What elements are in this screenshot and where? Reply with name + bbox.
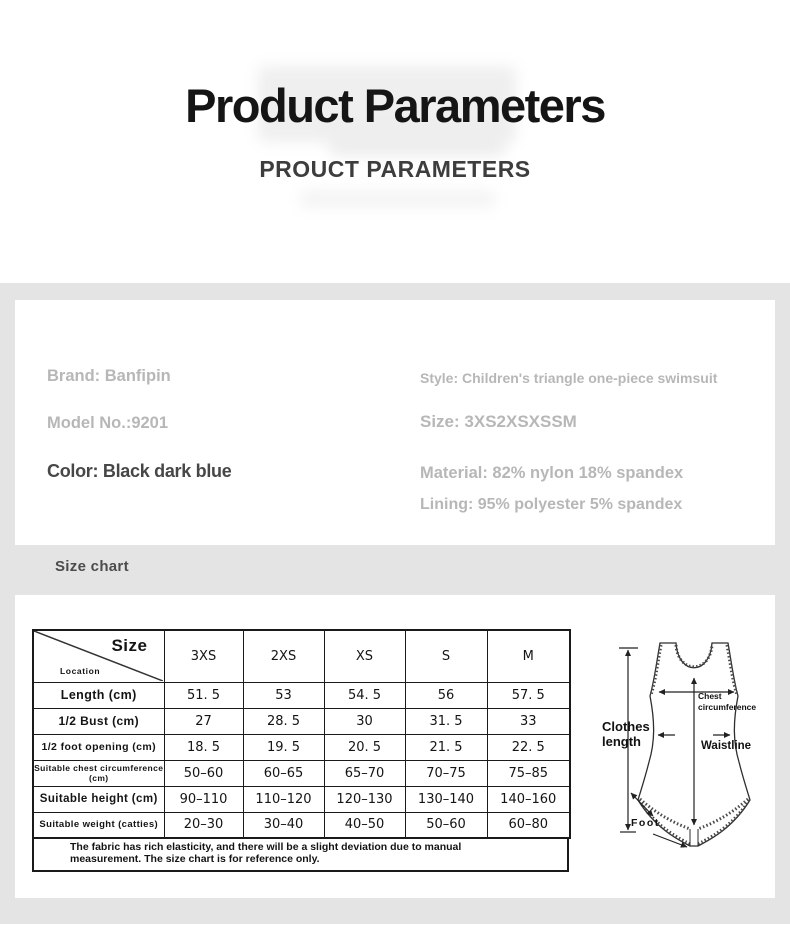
size-value: 28. 5 <box>243 708 324 734</box>
info-lining: Lining: 95% polyester 5% spandex <box>420 496 683 513</box>
page-title: Product Parameters <box>185 79 605 132</box>
info-model: Model No.:9201 <box>47 414 169 432</box>
size-value: 50–60 <box>164 760 243 786</box>
info-color: Color: Black dark blue <box>47 461 232 481</box>
size-value: 53 <box>243 682 324 708</box>
size-value: 22. 5 <box>487 734 570 760</box>
row-label: 1/2 Bust (cm) <box>33 708 164 734</box>
size-col-header: XS <box>324 630 405 682</box>
size-value: 54. 5 <box>324 682 405 708</box>
corner-location-label: Location <box>60 665 101 676</box>
product-info-card <box>15 300 775 545</box>
size-value: 31. 5 <box>405 708 487 734</box>
size-col-header: M <box>487 630 570 682</box>
table-row <box>33 682 570 708</box>
size-chart-card <box>15 595 775 898</box>
row-label: 1/2 foot opening (cm) <box>33 734 164 760</box>
size-value: 30 <box>324 708 405 734</box>
chest-circumference-label: Chest circumference <box>698 691 757 713</box>
size-value: 27 <box>164 708 243 734</box>
table-row <box>33 734 570 760</box>
size-table-wrap <box>32 629 571 872</box>
size-value: 60–65 <box>243 760 324 786</box>
size-value: 140–160 <box>487 786 570 812</box>
clothes-length-label: Clothes length <box>602 719 650 749</box>
ghost-artifact <box>330 130 505 156</box>
waistline-label: Waistline <box>701 740 752 752</box>
table-row <box>33 812 570 838</box>
ghost-artifact <box>300 190 495 208</box>
size-value: 120–130 <box>324 786 405 812</box>
size-value: 30–40 <box>243 812 324 838</box>
size-chart-note: The fabric has rich elasticity, and there will be a slight deviation due to manual measurement. The size chart is for reference only. <box>70 841 462 866</box>
size-value: 40–50 <box>324 812 405 838</box>
info-size: Size: 3XS2XSXSSM <box>420 412 577 431</box>
info-style: Style: Children's triangle one-piece swimsuit <box>420 370 718 386</box>
table-corner-cell <box>33 630 164 682</box>
size-chart-table <box>32 629 571 839</box>
row-label: Suitable chest circumference (cm) <box>33 760 164 786</box>
size-value: 60–80 <box>487 812 570 838</box>
size-value: 19. 5 <box>243 734 324 760</box>
size-value: 110–120 <box>243 786 324 812</box>
size-value: 90–110 <box>164 786 243 812</box>
size-value: 65–70 <box>324 760 405 786</box>
page-subtitle: PROUCT PARAMETERS <box>259 156 531 182</box>
size-value: 50–60 <box>405 812 487 838</box>
size-value: 33 <box>487 708 570 734</box>
size-value: 20. 5 <box>324 734 405 760</box>
size-value: 70–75 <box>405 760 487 786</box>
foot-label: Foot <box>631 817 660 829</box>
size-value: 51. 5 <box>164 682 243 708</box>
table-row <box>33 760 570 786</box>
size-value: 56 <box>405 682 487 708</box>
info-brand: Brand: Banfipin <box>47 367 171 385</box>
size-value: 75–85 <box>487 760 570 786</box>
row-label: Length (cm) <box>33 682 164 708</box>
table-row <box>33 786 570 812</box>
size-col-header: 2XS <box>243 630 324 682</box>
size-chart-label: Size chart <box>55 558 129 575</box>
size-col-header: 3XS <box>164 630 243 682</box>
table-row <box>33 708 570 734</box>
size-value: 21. 5 <box>405 734 487 760</box>
info-material: Material: 82% nylon 18% spandex <box>420 464 684 482</box>
size-value: 18. 5 <box>164 734 243 760</box>
corner-size-label: Size <box>111 636 148 655</box>
size-chart-note-box <box>32 837 569 872</box>
row-label: Suitable height (cm) <box>33 786 164 812</box>
size-value: 130–140 <box>405 786 487 812</box>
size-col-header: S <box>405 630 487 682</box>
size-value: 20–30 <box>164 812 243 838</box>
row-label: Suitable weight (catties) <box>33 812 164 838</box>
size-value: 57. 5 <box>487 682 570 708</box>
swimsuit-diagram <box>595 628 775 853</box>
